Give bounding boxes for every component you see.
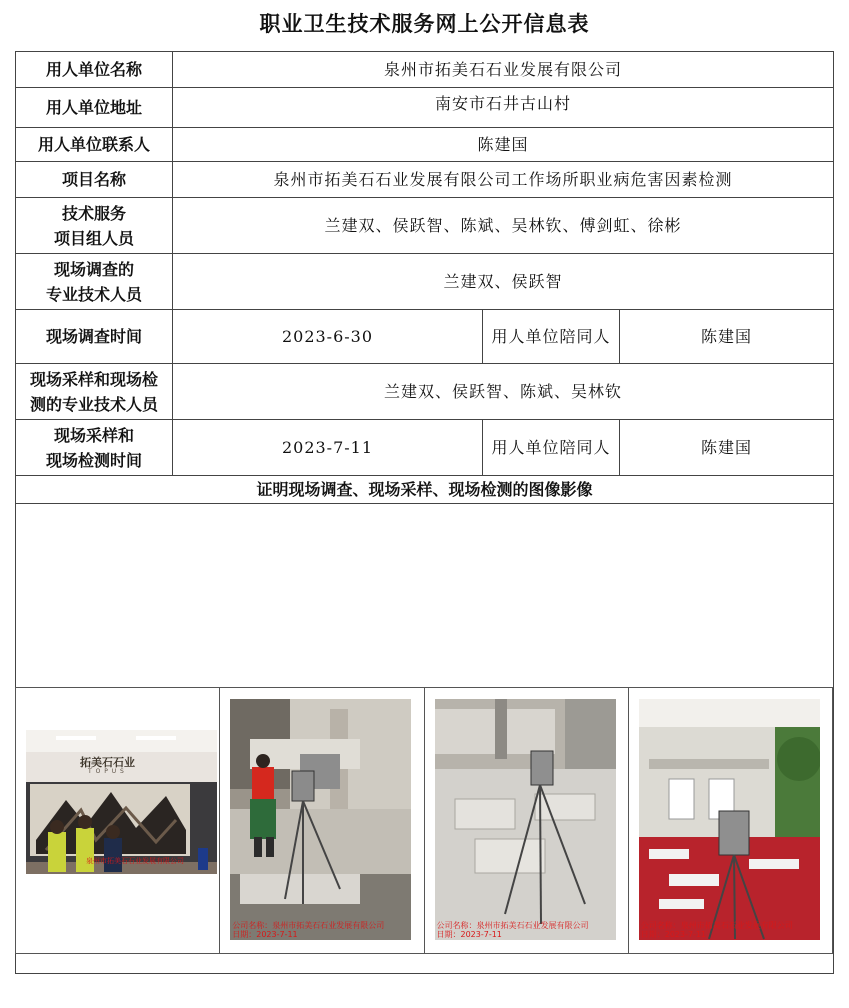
office-logo-sign: 拓美石石业 xyxy=(80,756,135,769)
photo-4-watermark-line1: 公司名称：泉州市拓美石石业发展有限公司 xyxy=(640,921,793,930)
floor-photo-image xyxy=(435,699,616,940)
workshop-photo-image xyxy=(639,699,820,940)
photo-3-watermark-line1: 公司名称：泉州市拓美石石业发展有限公司 xyxy=(436,921,589,930)
row-sampling-staff xyxy=(16,364,834,420)
photo-4-watermark-line2: 日期：2023-7-11 xyxy=(640,930,707,939)
sampling-staff-value: 兰建双、侯跃智、陈斌、吴林钦 xyxy=(173,364,834,420)
row-survey-time xyxy=(16,310,834,364)
sampling-time-label-line2: 现场检测时间 xyxy=(45,450,142,470)
survey-staff-value: 兰建双、侯跃智 xyxy=(173,254,834,310)
photo-1-watermark: 泉州市拓美石石业发展有限公司 xyxy=(86,857,184,865)
sampling-time-label xyxy=(16,420,173,476)
sampling-companion-value: 陈建国 xyxy=(620,420,834,476)
photo-cell-2 xyxy=(220,688,424,953)
photo-section-title: 证明现场调查、现场采样、现场检测的图像影像 xyxy=(16,476,834,504)
photo-3-floor xyxy=(435,699,616,940)
survey-companion-label: 用人单位陪同人 xyxy=(483,310,620,364)
team-members-value: 兰建双、侯跃智、陈斌、吴林钦、傅剑虹、徐彬 xyxy=(173,198,834,254)
photo-cell-4 xyxy=(629,688,832,953)
machine-photo-image xyxy=(230,699,411,940)
team-members-label xyxy=(16,198,173,254)
row-employer-name xyxy=(16,52,834,88)
sampling-time-label-line1: 现场采样和 xyxy=(53,425,134,445)
photo-3-watermark-line2: 日期：2023-7-11 xyxy=(436,930,502,939)
project-name-value: 泉州市拓美石石业发展有限公司工作场所职业病危害因素检测 xyxy=(173,162,834,198)
row-photo-section-title xyxy=(16,476,834,504)
survey-staff-label-line2: 专业技术人员 xyxy=(45,284,142,304)
office-photo-image xyxy=(26,730,217,874)
employer-contact-value: 陈建国 xyxy=(173,128,834,162)
photo-cell-1 xyxy=(16,688,220,953)
sampling-staff-label-line1: 现场采样和现场检 xyxy=(29,369,158,389)
sampling-time-value: 2023-7-11 xyxy=(173,420,483,476)
survey-staff-label-line1: 现场调查的 xyxy=(53,259,134,279)
photo-strip xyxy=(15,687,833,954)
survey-staff-label xyxy=(16,254,173,310)
sampling-staff-label-line2: 测的专业技术人员 xyxy=(29,394,158,414)
employer-address-label: 用人单位地址 xyxy=(16,88,173,128)
office-logo-sub: T O P U S xyxy=(88,768,125,775)
employer-contact-label: 用人单位联系人 xyxy=(16,128,173,162)
photo-2-machine xyxy=(230,699,411,940)
page-title: 职业卫生技术服务网上公开信息表 xyxy=(259,12,590,36)
row-employer-contact xyxy=(16,128,834,162)
team-members-label-line1: 技术服务 xyxy=(61,203,126,223)
project-name-label: 项目名称 xyxy=(16,162,173,198)
employer-name-label: 用人单位名称 xyxy=(16,52,173,88)
photo-2-watermark-line1: 公司名称：泉州市拓美石石业发展有限公司 xyxy=(232,921,385,930)
row-survey-staff xyxy=(16,254,834,310)
employer-name-value: 泉州市拓美石石业发展有限公司 xyxy=(173,52,834,88)
team-members-label-line2: 项目组人员 xyxy=(53,228,134,248)
survey-time-label: 现场调查时间 xyxy=(16,310,173,364)
row-project-name xyxy=(16,162,834,198)
photo-2-watermark-line2: 日期：2023-7-11 xyxy=(232,930,298,939)
survey-companion-value: 陈建国 xyxy=(620,310,834,364)
sampling-companion-label: 用人单位陪同人 xyxy=(483,420,620,476)
photo-4-workshop xyxy=(639,699,820,940)
employer-address-value: 南安市石井古山村 xyxy=(173,88,834,128)
photo-1-office xyxy=(26,730,217,874)
photo-cell-3 xyxy=(425,688,629,953)
survey-time-value: 2023-6-30 xyxy=(173,310,483,364)
row-team-members xyxy=(16,198,834,254)
row-sampling-time xyxy=(16,420,834,476)
row-employer-address xyxy=(16,88,834,128)
sampling-staff-label xyxy=(16,364,173,420)
